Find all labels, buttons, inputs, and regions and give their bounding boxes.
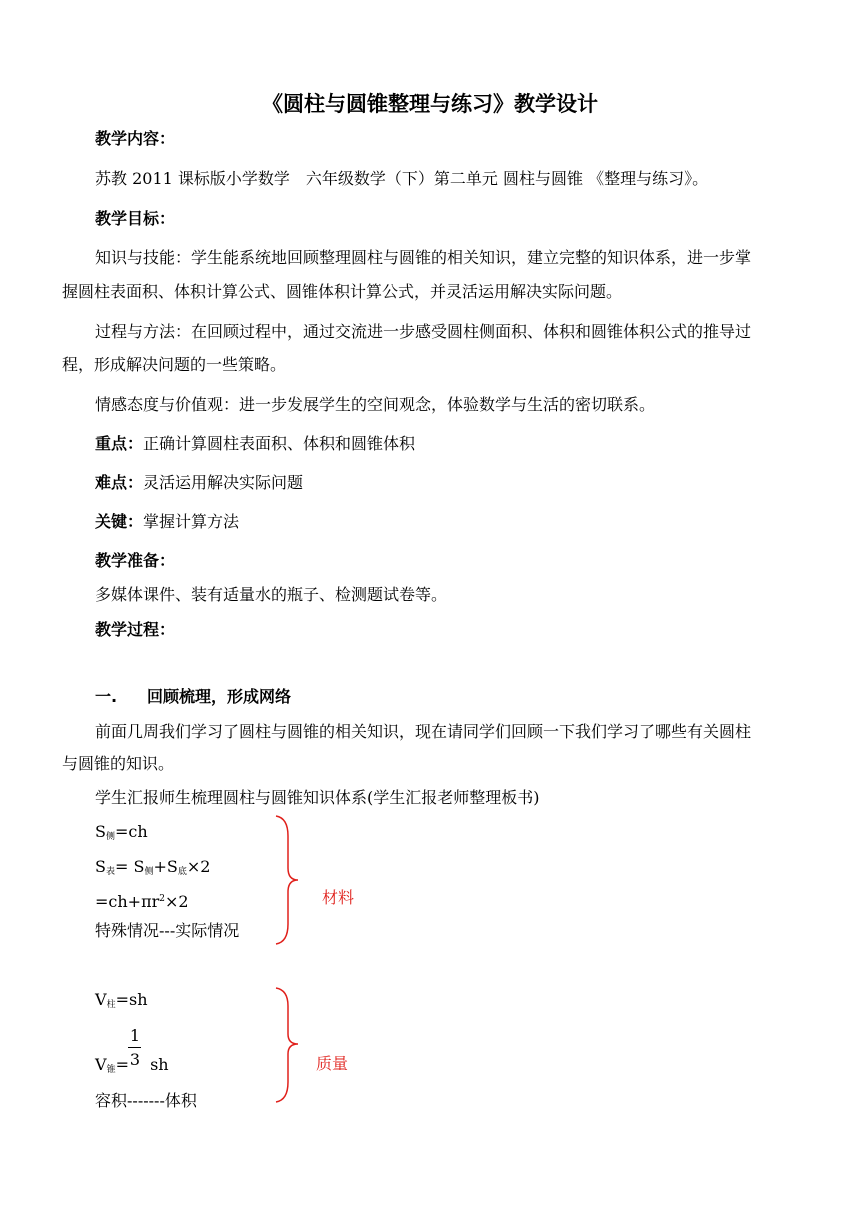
formula-cone-volume: $V_锥=$ sh [95, 1055, 169, 1075]
capacity-volume-line: 容积-------体积 [95, 1091, 197, 1110]
goal3: 情感态度与价值观：进一步发展学生的空间观念，体验数学与生活的密切联系。 [95, 395, 656, 414]
goal2-line2: 程，形成解决问题的一些策略。 [62, 355, 287, 374]
goals-heading: 教学目标： [95, 209, 176, 228]
crux-text: 掌握计算方法 [143, 512, 240, 531]
section1-number: 一. [95, 687, 118, 706]
intro-line2: 与圆锥的知识。 [62, 754, 175, 773]
special-case-line: 特殊情况---实际情况 [95, 921, 240, 940]
formula-surface-expanded: $=ch+\pi r^2\times 2$ [95, 892, 189, 911]
brace-area [272, 814, 302, 946]
crux-point [95, 512, 239, 532]
formula-lateral-area: $S_侧=ch$ [95, 822, 148, 842]
process-heading: 教学过程： [95, 620, 176, 639]
goal2-line1: 过程与方法：在回顾过程中，通过交流进一步感受圆柱侧面积、体积和圆锥体积公式的推导过 [95, 322, 752, 341]
crux-label: 关键： [95, 512, 144, 531]
difficult-text: 灵活运用解决实际问题 [143, 473, 304, 492]
fraction-bar [128, 1047, 141, 1048]
content-text: 苏教 2011 课标版小学数学 六年级数学（下）第二单元 圆柱与圆锥 《整理与练习》。 [95, 169, 709, 188]
prep-heading: 教学准备： [95, 551, 176, 570]
formula-cylinder-volume: $V_柱=sh$ [95, 990, 148, 1010]
prep-text: 多媒体课件、装有适量水的瓶子、检测题试卷等。 [95, 585, 448, 604]
label-material: 材料 [322, 888, 355, 907]
document-title: 《圆柱与圆锥整理与练习》教学设计 [262, 92, 598, 116]
section1-title: 回顾梳理，形成网络 [147, 687, 292, 706]
fraction-numerator: 1 [129, 1026, 141, 1045]
goal1-line1: 知识与技能：学生能系统地回顾整理圆柱与圆锥的相关知识，建立完整的知识体系，进一步掌 [95, 248, 752, 267]
report-line: 学生汇报师生梳理圆柱与圆锥知识体系(学生汇报老师整理板书) [95, 788, 540, 807]
label-mass: 质量 [316, 1054, 349, 1073]
formula-surface-area: $S_表= S_侧+S_底\times 2$ [95, 857, 211, 877]
content-heading: 教学内容： [95, 129, 176, 148]
goal1-line2: 握圆柱表面积、体积计算公式、圆锥体积计算公式，并灵活运用解决实际问题。 [62, 282, 623, 301]
key-label: 重点： [95, 434, 144, 453]
fraction-denominator: 3 [129, 1050, 141, 1069]
key-point [95, 434, 415, 454]
intro-line1: 前面几周我们学习了圆柱与圆锥的相关知识，现在请同学们回顾一下我们学习了哪些有关圆柱 [95, 722, 752, 741]
difficult-label: 难点： [95, 473, 144, 492]
brace-volume [272, 986, 302, 1104]
key-text: 正确计算圆柱表面积、体积和圆锥体积 [143, 434, 416, 453]
difficult-point [95, 473, 303, 493]
